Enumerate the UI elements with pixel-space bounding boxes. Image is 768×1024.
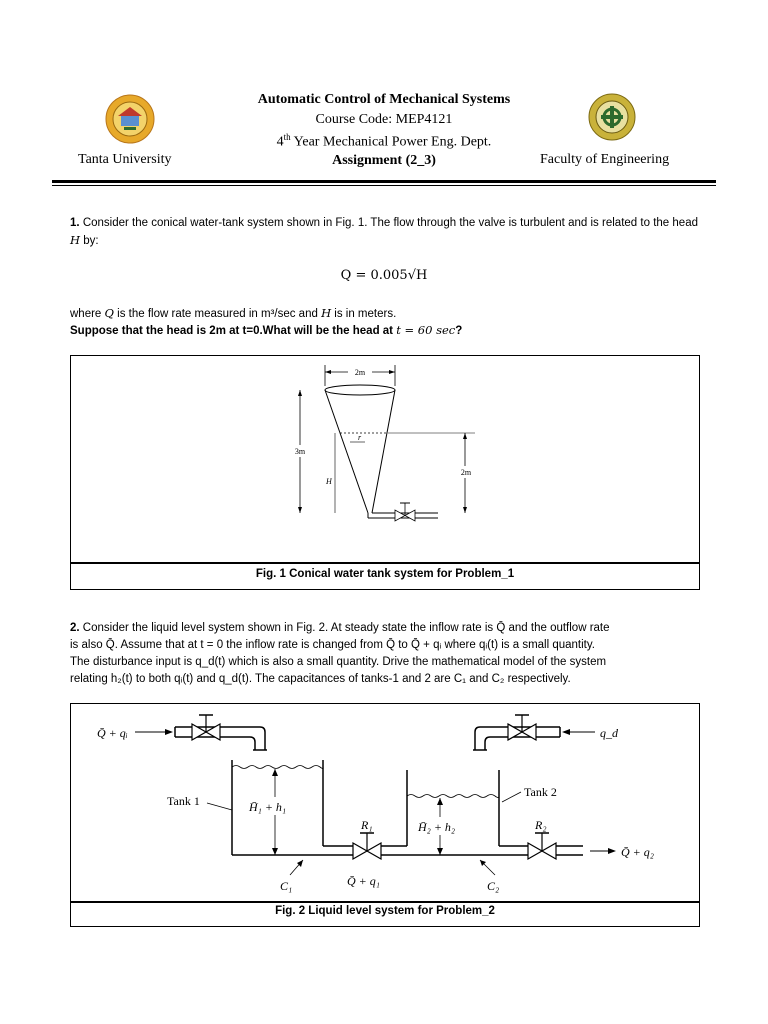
problem2-line1 [70, 620, 698, 637]
dim-arrow-right [389, 370, 395, 374]
suppose-a: Suppose that the head is 2m at t=0.What will be the head at [70, 325, 397, 337]
outflow-arrowhead [608, 848, 616, 854]
disturbance-elbow [475, 727, 490, 750]
tank2-label: Tank 2 [524, 785, 557, 799]
figure1-caption: Fig. 1 Conical water tank system for Problem_1 [255, 568, 515, 580]
course-title: Automatic Control of Mechanical Systems [257, 92, 511, 107]
header-rule-thin [52, 185, 716, 186]
cone-right-wall [372, 390, 395, 513]
course-code: Course Code: MEP4121 [315, 112, 453, 127]
year-sup: th [283, 132, 291, 142]
department-line [0, 132, 768, 151]
tank2-level-arrow-bottom [437, 848, 443, 855]
cone-rim [325, 385, 395, 395]
tank1-pointer [207, 803, 232, 810]
height-total-arrow-bottom [298, 507, 302, 513]
top-width-label: 2m [354, 368, 366, 377]
tank2-water-surface [407, 795, 499, 798]
problem1-text-b: by: [80, 235, 99, 247]
problem2-line3: The disturbance input is q_d(t) which is also a small quantity. Drive the mathematical model of the system [70, 656, 607, 668]
height-water-label: 2m [460, 468, 472, 477]
suppose-b: t = 60 sec [396, 323, 456, 337]
r1-label: R₁ [361, 818, 373, 832]
tank2-level-arrow-top [437, 798, 443, 805]
problem1-var-h: H [70, 233, 81, 247]
head-label: H [326, 477, 332, 486]
where-a: where [70, 308, 105, 320]
problem2-statement [70, 620, 698, 688]
q2-label: Q̄ + q₂ [621, 845, 654, 859]
c2-label: C₂ [487, 879, 500, 893]
q1-label: Q̄ + q₁ [347, 874, 380, 888]
height-total-arrow-top [298, 390, 302, 396]
height-water-arrow-bottom [463, 507, 467, 513]
dim-arrow-left [325, 370, 331, 374]
university-name: Tanta University [78, 152, 172, 167]
inflow-arrowhead [165, 729, 173, 735]
header-rule-thick [52, 180, 716, 183]
inflow-elbow [250, 727, 265, 750]
suppose-c: ? [455, 325, 463, 337]
h2-label: H̄₂ + h₂ [418, 820, 456, 834]
problem2-line1-text: Consider the liquid level system shown in Fig. 2. At steady state the inflow rate is Q̄ and the outflow rate [82, 622, 610, 634]
valve-r1-left [353, 843, 367, 859]
h1-label: H̄₁ + h₁ [249, 800, 287, 814]
where-b: is the flow rate measured in m³/sec and [113, 308, 322, 320]
r2-label: R₂ [535, 818, 547, 832]
figure2-caption: Fig. 2 Liquid level system for Problem_2 [275, 905, 495, 917]
liquid-level-diagram [85, 705, 685, 899]
problem2-number: 2. [70, 622, 80, 634]
height-total-label: 3m [294, 447, 306, 456]
valve1-right [405, 510, 415, 521]
tank1-level-arrow-top [272, 769, 278, 776]
problem2-line4: relating h₂(t) to both qᵢ(t) and q_d(t). The capacitances of tanks-1 and 2 are C₁ and C₂ respectively. [70, 673, 571, 685]
year-ordinal: 4 [276, 134, 284, 150]
disturbance-arrowhead [562, 729, 570, 735]
where-var-h: H [321, 306, 332, 320]
radius-label: r [358, 433, 362, 442]
tank1-label: Tank 1 [167, 794, 200, 808]
problem2-line2: is also Q̄. Assume that at t = 0 the inflow rate is changed from Q̄ to Q̄ + qᵢ where qᵢ(t) is a small quantity. [70, 639, 595, 651]
height-water-arrow-top [463, 433, 467, 439]
c1-label: C₁ [280, 879, 293, 893]
cone-left-wall [325, 390, 368, 513]
tank1-water-surface [232, 766, 323, 769]
disturbance-label: q_d [600, 726, 618, 740]
faculty-name: Faculty of Engineering [540, 152, 670, 167]
inflow-label: Q̄ + qᵢ [97, 726, 128, 740]
problem1-where [70, 305, 698, 323]
valve1-left [395, 510, 405, 521]
valve-r1-right [367, 843, 381, 859]
where-c: is in meters. [331, 308, 397, 320]
tank1-level-arrow-bottom [272, 848, 278, 855]
valve-r2-right [542, 843, 556, 859]
valve-r2-left [528, 843, 542, 859]
year-rest: Year Mechanical Power Eng. Dept. [290, 134, 492, 150]
problem1-equation: Q = 0.005√H [340, 268, 428, 283]
where-var-q: Q [104, 306, 114, 320]
problem1-text-a: Consider the conical water-tank system shown in Fig. 1. The flow through the valve is turbulent and is related to the head [82, 217, 698, 229]
conical-tank-diagram [280, 360, 500, 560]
tank2-pointer [502, 792, 521, 802]
problem1-statement [70, 215, 698, 250]
problem1-number: 1. [70, 217, 80, 229]
problem1-question [70, 322, 698, 340]
assignment-title: Assignment (2_3) [332, 153, 436, 168]
